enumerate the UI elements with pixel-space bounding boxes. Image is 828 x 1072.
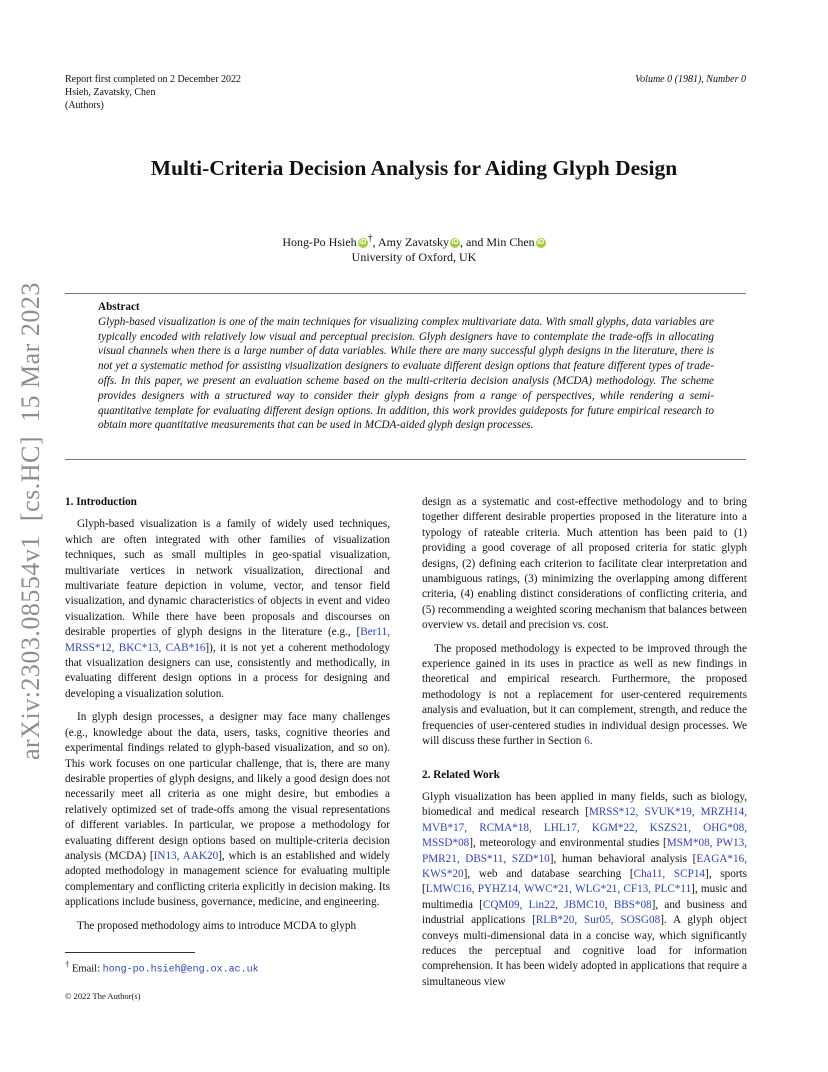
citation-link[interactable]: RLB*20, Sur05, SOSG08 <box>535 914 661 927</box>
author-names-short: Hsieh, Zavatsky, Chen <box>65 87 156 98</box>
abstract-heading: Abstract <box>98 301 140 313</box>
arxiv-id: arXiv:2303.08554v1 <box>16 535 45 760</box>
footnote-label: Email: <box>72 963 103 975</box>
left-column <box>65 495 390 934</box>
citation-link[interactable]: MSM*08, PW13, PMR21, DBS*11, SZD*10 <box>422 837 747 865</box>
orcid-icon[interactable]: iD <box>359 239 367 246</box>
abstract-bottom-rule <box>65 459 746 460</box>
abstract-body: Glyph-based visualization is one of the main techniques for visualizing complex multivariate data. With small glyphs, data variables are typically encoded with relatively low visual and perceptual precision. Glyph designers have to contemplate the trade-offs in allocating visual channels when there is a large number of data variables. While there are many successful glyph designs in the literature, there is not yet a systematic method for assisting visualization designers to evaluate different design options that feature different types of trade-offs. In this paper, we present an evaluation scheme based on the multi-criteria decision analysis (MCDA) methodology. The scheme provides designers with a structured way to consider their glyph designs from a range of perspectives, while rendering a semi-quantitative template for evaluating different design options. In addition, this work provides guideposts for future empirical research to obtain more quantitative measurements that can be used in MCDA-aided glyph design processes. <box>98 315 714 432</box>
affiliation: University of Oxford, UK <box>351 250 477 264</box>
orcid-icon[interactable]: iD <box>537 239 545 246</box>
paragraph: Glyph-based visualization is a family of widely used techniques, which are often integrated with other families of visualization techniques, such as small multiples in geo-spatial visualization, multivariate vertices in network visualization, directional and multivariate feature depiction in volume, vector, and tensor field visualization, and dynamic characteristics of objects in event and video visualization. While there have been proposals and discourses on desirable properties of glyph designs in the literature (e.g., [Ber11, MRSS*12, BKC*13, CAB*16]), it is not yet a coherent methodology that visualization designers can use, consistently and methodically, in evaluating different design options in a process for designing and developing a visualization solution. <box>65 518 390 700</box>
citation-link[interactable]: EAGA*16, KWS*20 <box>422 852 747 880</box>
citation-link[interactable]: LMWC16, PYHZ14, WWC*21, WLG*21, CF13, PLC*11 <box>425 883 692 896</box>
arxiv-date: 15 Mar 2023 <box>16 282 45 422</box>
right-column <box>422 495 747 990</box>
abstract-top-rule <box>65 293 746 294</box>
paragraph: The proposed methodology is expected to be improved through the experience gained in its uses in practice as well as new findings in theoretical and empirical research. Furthermore, the proposed methodology is not a replacement for user-centered requirements analysis and evaluation, but it can complement, strength, and reduce the frequencies of user-centered studies in individual design processes. We will discuss these further in Section 6. <box>422 642 747 748</box>
author-line <box>0 231 828 250</box>
author-2: , Amy Zavatsky <box>372 235 449 249</box>
copyright: © 2022 The Author(s) <box>65 991 141 1001</box>
paragraph: design as a systematic and cost-effective methodology and to bring together different desirable properties proposed in the literature into a typology of rateable criteria. Much attention has been paid to (1) providing a good coverage of all proposed criteria for static glyph designs, (2) defining each criterion to facilitate clear interpretation and unambiguous ratings, (3) minimizing the overlapping among different criteria, (4) enabling distinct considerations of conflicting criteria, and (5) recommending a weighted scoring mechanism that balances between overview vs. detail and precision vs. cost. <box>422 496 747 632</box>
paragraph: In glyph design processes, a designer may face many challenges (e.g., knowledge about the data, users, tasks, cognitive theories and experimental findings related to glyph-based visualization, and so on). This work focuses on one particular challenge, that is, there are many desirable properties of glyph designs, and likely a good design does not necessarily meet all criteria as one might desire, but embodies a relatively optimized set of trade-offs among the visual representations of different variables. In particular, we propose a methodology for evaluating different design options based on multiple-criteria decision analysis (MCDA) [IN13, AAK20], which is an established and widely adopted methodology in management science for evaluating multiple complementary and conflicting criteria explicitly in decision making. Its applications include business, governance, medicine, and engineering. <box>65 711 390 909</box>
citation-link[interactable]: CQM09, Lin22, JBMC10, BBS*08 <box>482 898 652 911</box>
footnote <box>65 959 259 976</box>
abstract <box>98 300 714 433</box>
authors-label: (Authors) <box>65 100 104 111</box>
footnote-rule <box>65 952 195 953</box>
paper-title: Multi-Criteria Decision Analysis for Aiding Glyph Design <box>150 156 678 180</box>
arxiv-stamp <box>16 268 46 760</box>
citation-link[interactable]: Cha11, SCP14 <box>633 867 706 880</box>
section-heading-introduction: 1. Introduction <box>65 496 137 508</box>
report-date: Report first completed on 2 December 2022 <box>65 74 242 85</box>
author-block <box>0 231 828 265</box>
orcid-icon[interactable]: iD <box>451 239 459 246</box>
citation-link[interactable]: MRSS*12, SVUK*19, MRZH14, MVB*17, RCMA*18, LHL17, KGM*22, KSZS21, OHG*08, MSSD*08 <box>422 806 747 850</box>
running-header-left <box>65 73 241 112</box>
section-heading-related-work: 2. Related Work <box>422 768 500 781</box>
paragraph: Glyph visualization has been applied in many fields, such as biology, biomedical and medical research [MRSS*12, SVUK*19, MRZH14, MVB*17, RCMA*18, LHL17, KGM*22, KSZS21, OHG*08, MSSD*08], meteorology and environmental studies [MSM*08, PW13, PMR21, DBS*11, SZD*10], human behavioral analysis [EAGA*16, KWS*20], web and database searching [Cha11, SCP14], sports [LMWC16, PYHZ14, WWC*21, WLG*21, CF13, PLC*11], music and multimedia [CQM09, Lin22, JBMC10, BBS*08], and business and industrial applications [RLB*20, Sur05, SOSG08]. A glyph object conveys multi-dimensional data in a concise way, which significantly reduces the perceptual and cognitive load for information comprehension. It has been widely adopted in applications that require a simultaneous view <box>422 790 748 988</box>
email-link[interactable]: hong-po.hsieh@eng.ox.ac.uk <box>102 964 259 976</box>
footnote-mark: † <box>367 233 373 244</box>
author-3: , and Min Chen <box>460 235 535 249</box>
citation-link[interactable]: IN13, AAK20 <box>153 849 219 862</box>
volume-info: Volume 0 (1981), Number 0 <box>635 74 746 85</box>
author-1: Hong-Po Hsieh <box>282 235 357 249</box>
section-ref-link[interactable]: 6 <box>584 735 590 748</box>
arxiv-category: [cs.HC] <box>16 435 45 522</box>
footnote-mark: † <box>65 959 70 969</box>
citation-link[interactable]: Ber11, MRSS*12, BKC*13, CAB*16 <box>65 626 390 654</box>
paragraph: The proposed methodology aims to introduce MCDA to glyph <box>77 919 357 932</box>
